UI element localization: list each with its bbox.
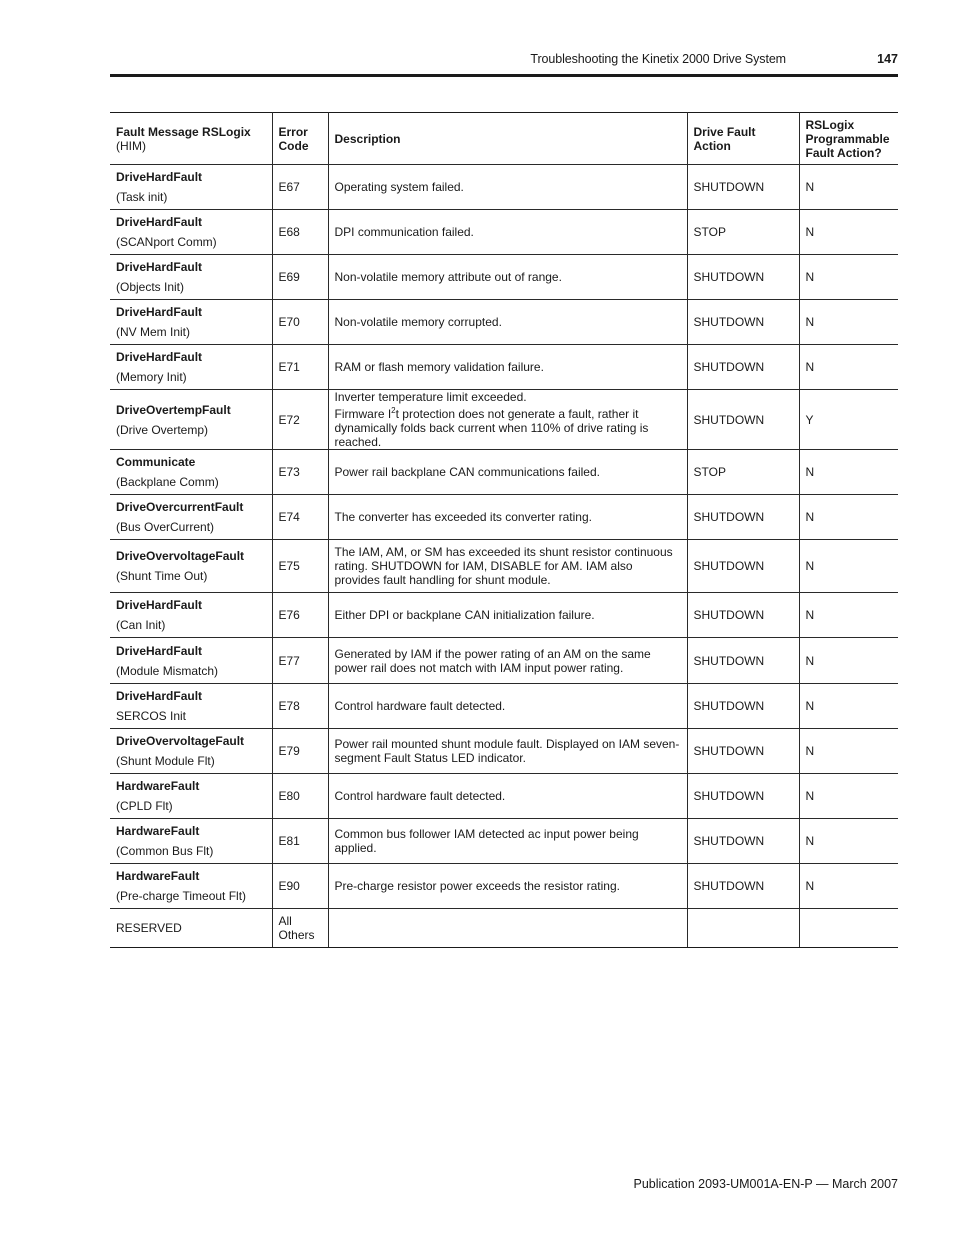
fault-message-cell — [110, 774, 272, 819]
error-code-cell: E79 — [272, 729, 328, 774]
error-code-cell: E80 — [272, 774, 328, 819]
description-cell — [328, 819, 687, 864]
fault-name: DriveHardFault — [116, 643, 203, 658]
fault-name: DriveHardFault — [116, 689, 203, 703]
fault-him-label: SERCOS Init — [116, 709, 187, 723]
rslogix-action-cell: N — [799, 165, 898, 210]
fault-him-label: (Bus OverCurrent) — [116, 520, 215, 534]
description-cell — [328, 684, 687, 729]
drive-fault-action-cell: SHUTDOWN — [687, 864, 799, 909]
drive-fault-action-cell: SHUTDOWN — [687, 300, 799, 345]
fault-message-cell — [110, 450, 272, 495]
drive-fault-action-cell: STOP — [687, 450, 799, 495]
table-row — [110, 210, 898, 255]
fault-name: DriveHardFault — [116, 170, 203, 184]
table-row — [110, 540, 898, 593]
description-text: Non-volatile memory attribute out of range. — [334, 270, 562, 284]
error-code-cell: E68 — [272, 210, 328, 255]
fault-name: DriveHardFault — [116, 260, 203, 274]
error-code-cell: E67 — [272, 165, 328, 210]
drive-fault-action-cell: SHUTDOWN — [687, 495, 799, 540]
drive-fault-action-cell: SHUTDOWN — [687, 593, 799, 638]
fault-him-label: (Task init) — [116, 190, 168, 204]
error-code-cell: E74 — [272, 495, 328, 540]
rslogix-action-cell: N — [799, 729, 898, 774]
table-row — [110, 864, 898, 909]
fault-message-cell — [110, 495, 272, 540]
fault-him-label: (Module Mismatch) — [116, 663, 219, 678]
col-header-error-code: Error Code — [272, 113, 328, 165]
rslogix-action-cell: N — [799, 255, 898, 300]
fault-message-cell — [110, 593, 272, 638]
drive-fault-action-cell: SHUTDOWN — [687, 729, 799, 774]
fault-name: DriveOvervoltageFault — [116, 734, 245, 748]
col-header-fault-message-label: Fault Message RSLogix — [116, 124, 251, 139]
description-text: The converter has exceeded its converter rating. — [334, 510, 592, 524]
fault-him-label: (CPLD Flt) — [116, 799, 173, 813]
fault-name: DriveHardFault — [116, 350, 203, 364]
error-code-cell: E72 — [272, 390, 328, 450]
table-row — [110, 390, 898, 450]
description-cell — [328, 864, 687, 909]
table-row — [110, 255, 898, 300]
publication-footer: Publication 2093-UM001A-EN-P — March 2007 — [633, 1177, 898, 1191]
fault-him-label: (Common Bus Flt) — [116, 844, 214, 858]
rslogix-action-cell: Y — [799, 390, 898, 450]
fault-message-cell — [110, 729, 272, 774]
description-cell — [328, 165, 687, 210]
error-code-cell: E73 — [272, 450, 328, 495]
superscript: 2 — [391, 406, 396, 415]
description-text-pre: Firmware I — [334, 407, 392, 421]
error-code-cell: E69 — [272, 255, 328, 300]
drive-fault-action-cell: SHUTDOWN — [687, 540, 799, 593]
fault-message-cell — [110, 864, 272, 909]
drive-fault-action-cell: SHUTDOWN — [687, 345, 799, 390]
drive-fault-action-cell: SHUTDOWN — [687, 255, 799, 300]
table-row — [110, 729, 898, 774]
reserved-code-cell: All Others — [272, 909, 328, 948]
rslogix-action-cell: N — [799, 638, 898, 684]
fault-message-cell — [110, 210, 272, 255]
fault-name: DriveOvercurrentFault — [116, 500, 244, 514]
page-number: 147 — [877, 52, 898, 66]
error-code-cell: E90 — [272, 864, 328, 909]
rslogix-action-cell: N — [799, 210, 898, 255]
col-header-description: Description — [328, 113, 687, 165]
fault-name: HardwareFault — [116, 779, 200, 793]
description-text-secondary — [335, 407, 681, 449]
description-cell — [328, 495, 687, 540]
description-cell — [328, 255, 687, 300]
fault-him-label: (SCANport Comm) — [116, 235, 217, 249]
description-cell — [328, 300, 687, 345]
fault-name: HardwareFault — [116, 869, 200, 883]
fault-table-container — [110, 112, 898, 948]
fault-him-label: (Drive Overtemp) — [116, 422, 209, 437]
fault-message-cell — [110, 638, 272, 684]
drive-fault-action-cell: SHUTDOWN — [687, 819, 799, 864]
table-row — [110, 638, 898, 684]
col-header-rslogix-action: RSLogix Programmable Fault Action? — [799, 113, 898, 165]
table-row — [110, 819, 898, 864]
table-row — [110, 165, 898, 210]
description-text: Power rail backplane CAN communications failed. — [334, 465, 600, 479]
error-code-cell: E77 — [272, 638, 328, 684]
table-row — [110, 300, 898, 345]
description-cell — [328, 540, 687, 593]
fault-message-cell — [110, 165, 272, 210]
col-header-fault-message-sub: (HIM) — [116, 138, 146, 153]
description-text: The IAM, AM, or SM has exceeded its shunt resistor continuous rating. SHUTDOWN for IAM, DISABLE for AM. IAM also provides fault handling for shunt module. — [334, 545, 673, 587]
fault-message-cell — [110, 345, 272, 390]
table-row — [110, 774, 898, 819]
rslogix-action-cell: N — [799, 864, 898, 909]
rslogix-action-cell: N — [799, 774, 898, 819]
description-cell — [328, 450, 687, 495]
col-header-drive-fault-action: Drive Fault Action — [687, 113, 799, 165]
empty-cell — [799, 909, 898, 948]
table-row — [110, 684, 898, 729]
description-cell — [328, 774, 687, 819]
fault-message-cell — [110, 540, 272, 593]
table-row — [110, 345, 898, 390]
fault-him-label: (Objects Init) — [116, 280, 185, 294]
rslogix-action-cell: N — [799, 540, 898, 593]
drive-fault-action-cell: SHUTDOWN — [687, 165, 799, 210]
drive-fault-action-cell: SHUTDOWN — [687, 774, 799, 819]
empty-cell — [687, 909, 799, 948]
error-code-cell: E81 — [272, 819, 328, 864]
rslogix-action-cell: N — [799, 819, 898, 864]
reserved-label-cell: RESERVED — [110, 909, 272, 948]
rslogix-action-cell: N — [799, 684, 898, 729]
description-text: Control hardware fault detected. — [334, 789, 506, 803]
error-code-cell: E76 — [272, 593, 328, 638]
table-row — [110, 450, 898, 495]
fault-name: Communicate — [116, 455, 196, 469]
description-text: Operating system failed. — [334, 180, 464, 194]
fault-him-label: (Shunt Module Flt) — [116, 754, 215, 768]
table-header-row — [110, 113, 898, 165]
description-cell — [328, 729, 687, 774]
description-text: Inverter temperature limit exceeded. — [334, 390, 527, 404]
fault-message-cell — [110, 684, 272, 729]
table-row — [110, 593, 898, 638]
description-text: Power rail mounted shunt module fault. Displayed on IAM seven-segment Fault Status LED indicator. — [334, 737, 680, 765]
rslogix-action-cell: N — [799, 300, 898, 345]
fault-him-label: (Shunt Time Out) — [116, 569, 208, 583]
fault-him-label: (Memory Init) — [116, 370, 187, 384]
drive-fault-action-cell: STOP — [687, 210, 799, 255]
running-header-title: Troubleshooting the Kinetix 2000 Drive System — [530, 52, 786, 66]
description-text: Generated by IAM if the power rating of an AM on the same power rail does not match with IAM input power rating. — [334, 646, 651, 675]
description-cell — [328, 593, 687, 638]
empty-cell — [328, 909, 687, 948]
fault-him-label: (Pre-charge Timeout Flt) — [116, 889, 247, 903]
fault-message-cell — [110, 390, 272, 450]
drive-fault-action-cell: SHUTDOWN — [687, 684, 799, 729]
description-text: Non-volatile memory corrupted. — [334, 315, 502, 329]
drive-fault-action-cell: SHUTDOWN — [687, 390, 799, 450]
fault-name: DriveHardFault — [116, 215, 203, 229]
error-code-cell: E70 — [272, 300, 328, 345]
table-row — [110, 495, 898, 540]
fault-him-label: (NV Mem Init) — [116, 325, 191, 339]
rslogix-action-cell: N — [799, 593, 898, 638]
rslogix-action-cell: N — [799, 345, 898, 390]
fault-name: DriveOvervoltageFault — [116, 549, 245, 563]
header-rule — [110, 74, 898, 77]
description-text: Pre-charge resistor power exceeds the resistor rating. — [334, 879, 620, 893]
fault-message-cell — [110, 819, 272, 864]
table-body — [110, 165, 898, 948]
error-code-cell: E71 — [272, 345, 328, 390]
description-cell — [328, 345, 687, 390]
col-header-fault-message — [110, 113, 272, 165]
rslogix-action-cell: N — [799, 495, 898, 540]
description-text: Either DPI or backplane CAN initialization failure. — [334, 608, 595, 622]
fault-code-table — [110, 112, 898, 948]
fault-name: DriveHardFault — [116, 598, 203, 612]
error-code-cell: E78 — [272, 684, 328, 729]
drive-fault-action-cell: SHUTDOWN — [687, 638, 799, 684]
fault-name: HardwareFault — [116, 824, 200, 838]
fault-name: DriveOvertempFault — [116, 402, 231, 417]
description-cell — [328, 210, 687, 255]
description-text-post: t protection does not generate a fault, rather it dynamically folds back current when 110% of drive rating is reached. — [334, 407, 649, 449]
description-text: Common bus follower IAM detected ac input power being applied. — [334, 827, 639, 855]
fault-him-label: (Backplane Comm) — [116, 475, 219, 489]
description-cell — [328, 390, 687, 450]
description-text: Control hardware fault detected. — [334, 699, 506, 713]
table-row-reserved — [110, 909, 898, 948]
fault-him-label: (Can Init) — [116, 618, 166, 632]
description-text: DPI communication failed. — [334, 225, 474, 239]
description-text: RAM or flash memory validation failure. — [334, 360, 544, 374]
fault-message-cell — [110, 255, 272, 300]
fault-message-cell — [110, 300, 272, 345]
rslogix-action-cell: N — [799, 450, 898, 495]
error-code-cell: E75 — [272, 540, 328, 593]
fault-name: DriveHardFault — [116, 305, 203, 319]
description-cell — [328, 638, 687, 684]
